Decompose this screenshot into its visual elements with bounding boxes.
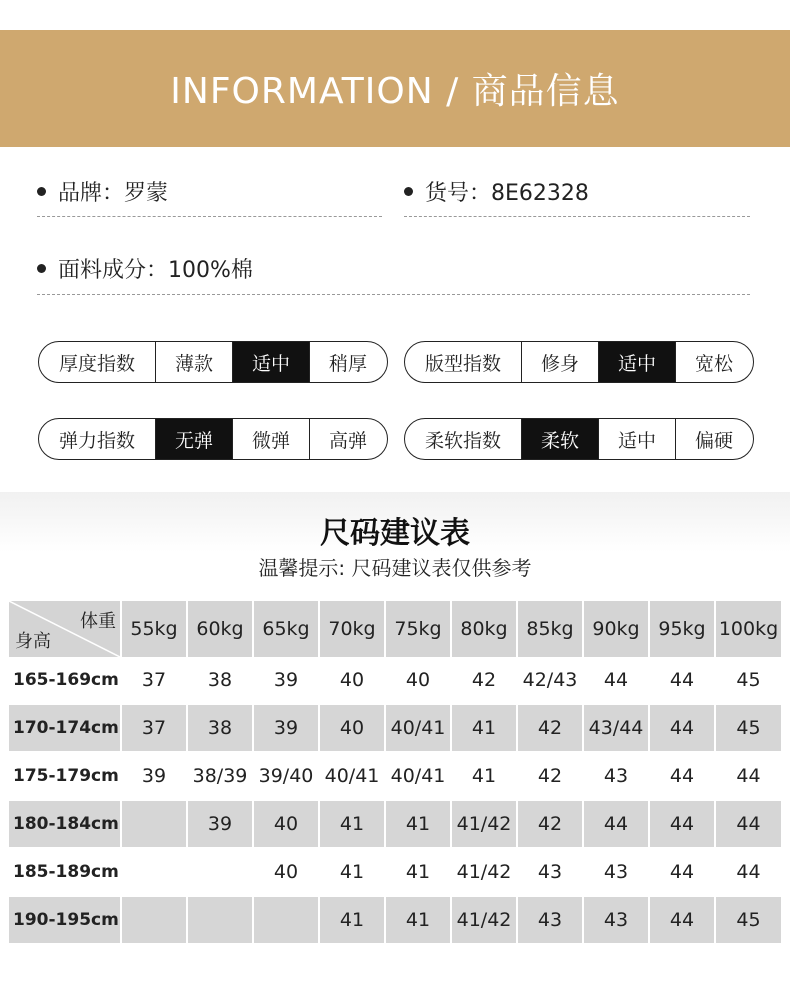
size-cell: 37 bbox=[121, 704, 187, 752]
index-option: 适中 bbox=[598, 419, 675, 459]
sku-row bbox=[404, 176, 589, 207]
size-chart-subtitle: 温馨提示: 尺码建议表仅供参考 bbox=[258, 556, 532, 580]
index-fit bbox=[404, 341, 754, 383]
index-softness bbox=[404, 418, 754, 460]
size-cell: 42 bbox=[517, 752, 583, 800]
size-cell: 40 bbox=[253, 848, 319, 896]
weight-header: 85kg bbox=[517, 601, 583, 657]
divider bbox=[404, 216, 750, 217]
bullet-icon bbox=[404, 187, 413, 196]
index-label: 版型指数 bbox=[424, 352, 501, 375]
brand-row bbox=[37, 176, 168, 207]
size-cell: 41/42 bbox=[451, 848, 517, 896]
weight-header: 90kg bbox=[583, 601, 649, 657]
index-option: 适中 bbox=[598, 342, 675, 382]
size-cell: 41 bbox=[385, 896, 451, 944]
size-cell: 39 bbox=[253, 704, 319, 752]
weight-header: 95kg bbox=[649, 601, 715, 657]
size-cell: 38/39 bbox=[187, 752, 253, 800]
size-cell: 43/44 bbox=[583, 704, 649, 752]
table-row bbox=[9, 848, 781, 896]
size-cell: 41 bbox=[319, 800, 385, 848]
weight-header: 80kg bbox=[451, 601, 517, 657]
size-cell bbox=[121, 800, 187, 848]
size-cell: 44 bbox=[649, 800, 715, 848]
weight-header: 65kg bbox=[253, 601, 319, 657]
size-cell: 40/41 bbox=[385, 752, 451, 800]
size-cell: 43 bbox=[583, 848, 649, 896]
size-cell: 40 bbox=[319, 657, 385, 704]
index-elasticity bbox=[38, 418, 388, 460]
brand-text: 品牌：罗蒙 bbox=[58, 181, 169, 206]
size-cell: 43 bbox=[517, 848, 583, 896]
fabric-row bbox=[37, 253, 253, 284]
size-cell: 40/41 bbox=[319, 752, 385, 800]
divider bbox=[37, 294, 750, 295]
size-cell: 38 bbox=[187, 704, 253, 752]
size-cell: 41 bbox=[385, 800, 451, 848]
bullet-icon bbox=[37, 187, 46, 196]
banner-title: INFORMATION / 商品信息 bbox=[170, 71, 620, 112]
size-cell: 42 bbox=[517, 800, 583, 848]
info-banner bbox=[0, 30, 790, 147]
height-label: 180-184cm bbox=[9, 800, 121, 848]
size-cell: 41 bbox=[319, 848, 385, 896]
size-cell: 45 bbox=[736, 669, 761, 691]
height-label: 190-195cm bbox=[9, 896, 121, 944]
index-label: 柔软指数 bbox=[424, 429, 501, 452]
size-cell: 44 bbox=[736, 861, 761, 883]
size-cell bbox=[187, 848, 253, 896]
size-cell: 39 bbox=[121, 752, 187, 800]
size-cell: 44 bbox=[583, 800, 649, 848]
table-row bbox=[9, 896, 781, 944]
index-option: 适中 bbox=[232, 342, 309, 382]
size-cell: 38 bbox=[187, 657, 253, 704]
size-cell: 45 bbox=[715, 896, 781, 944]
index-option: 稍厚 bbox=[309, 342, 386, 382]
size-cell: 44 bbox=[649, 657, 715, 704]
index-option: 微弹 bbox=[232, 419, 309, 459]
size-cell: 42 bbox=[517, 704, 583, 752]
index-option: 宽松 bbox=[675, 342, 752, 382]
size-cell: 44 bbox=[736, 765, 761, 787]
index-label: 厚度指数 bbox=[58, 352, 135, 375]
size-cell: 43 bbox=[583, 896, 649, 944]
table-row bbox=[9, 800, 781, 848]
height-label: 185-189cm bbox=[9, 848, 121, 896]
size-cell bbox=[187, 896, 253, 944]
size-cell: 43 bbox=[517, 896, 583, 944]
table-row bbox=[9, 704, 781, 752]
sku-text: 货号：8E62328 bbox=[425, 181, 589, 206]
size-cell: 40/41 bbox=[385, 704, 451, 752]
table-row bbox=[9, 657, 781, 704]
size-cell bbox=[121, 848, 187, 896]
index-option: 偏硬 bbox=[675, 419, 752, 459]
size-cell: 39 bbox=[187, 800, 253, 848]
corner-height-label: 身高 bbox=[15, 631, 51, 652]
size-cell: 41/42 bbox=[451, 896, 517, 944]
size-cell: 37 bbox=[121, 657, 187, 704]
size-cell bbox=[253, 896, 319, 944]
index-option: 修身 bbox=[521, 342, 598, 382]
index-option: 薄款 bbox=[155, 342, 232, 382]
size-cell: 41 bbox=[385, 848, 451, 896]
size-cell: 44 bbox=[715, 800, 781, 848]
size-cell: 39/40 bbox=[253, 752, 319, 800]
index-option: 无弹 bbox=[155, 419, 232, 459]
size-cell: 44 bbox=[649, 704, 715, 752]
size-cell: 41 bbox=[451, 704, 517, 752]
corner-weight-label: 体重 bbox=[80, 611, 116, 632]
size-cell: 42/43 bbox=[517, 657, 583, 704]
weight-header: 55kg bbox=[121, 601, 187, 657]
size-cell: 44 bbox=[649, 896, 715, 944]
table-header-row bbox=[9, 601, 781, 657]
size-cell: 44 bbox=[649, 848, 715, 896]
fabric-text: 面料成分：100%棉 bbox=[58, 258, 253, 283]
size-cell: 40 bbox=[385, 657, 451, 704]
divider bbox=[37, 216, 382, 217]
size-cell: 44 bbox=[649, 752, 715, 800]
size-cell bbox=[121, 896, 187, 944]
index-thickness bbox=[38, 341, 388, 383]
size-cell: 41/42 bbox=[451, 800, 517, 848]
size-cell: 44 bbox=[583, 657, 649, 704]
size-cell: 42 bbox=[451, 657, 517, 704]
size-cell: 40 bbox=[253, 800, 319, 848]
height-label: 175-179cm bbox=[9, 752, 121, 800]
size-cell: 45 bbox=[715, 704, 781, 752]
size-table bbox=[9, 601, 781, 945]
weight-header: 60kg bbox=[187, 601, 253, 657]
size-cell: 41 bbox=[319, 896, 385, 944]
size-cell: 40 bbox=[319, 704, 385, 752]
height-label: 165-169cm bbox=[9, 657, 121, 704]
table-row bbox=[9, 752, 781, 800]
index-label: 弹力指数 bbox=[58, 429, 135, 452]
size-cell: 43 bbox=[583, 752, 649, 800]
table-corner bbox=[9, 601, 121, 657]
bullet-icon bbox=[37, 264, 46, 273]
size-cell: 39 bbox=[253, 657, 319, 704]
index-option: 高弹 bbox=[309, 419, 386, 459]
weight-header: 75kg bbox=[385, 601, 451, 657]
index-option: 柔软 bbox=[521, 419, 598, 459]
weight-header: 100kg bbox=[715, 601, 781, 657]
weight-header: 70kg bbox=[319, 601, 385, 657]
size-chart-title: 尺码建议表 bbox=[320, 516, 470, 551]
size-cell: 41 bbox=[451, 752, 517, 800]
height-label: 170-174cm bbox=[9, 704, 121, 752]
